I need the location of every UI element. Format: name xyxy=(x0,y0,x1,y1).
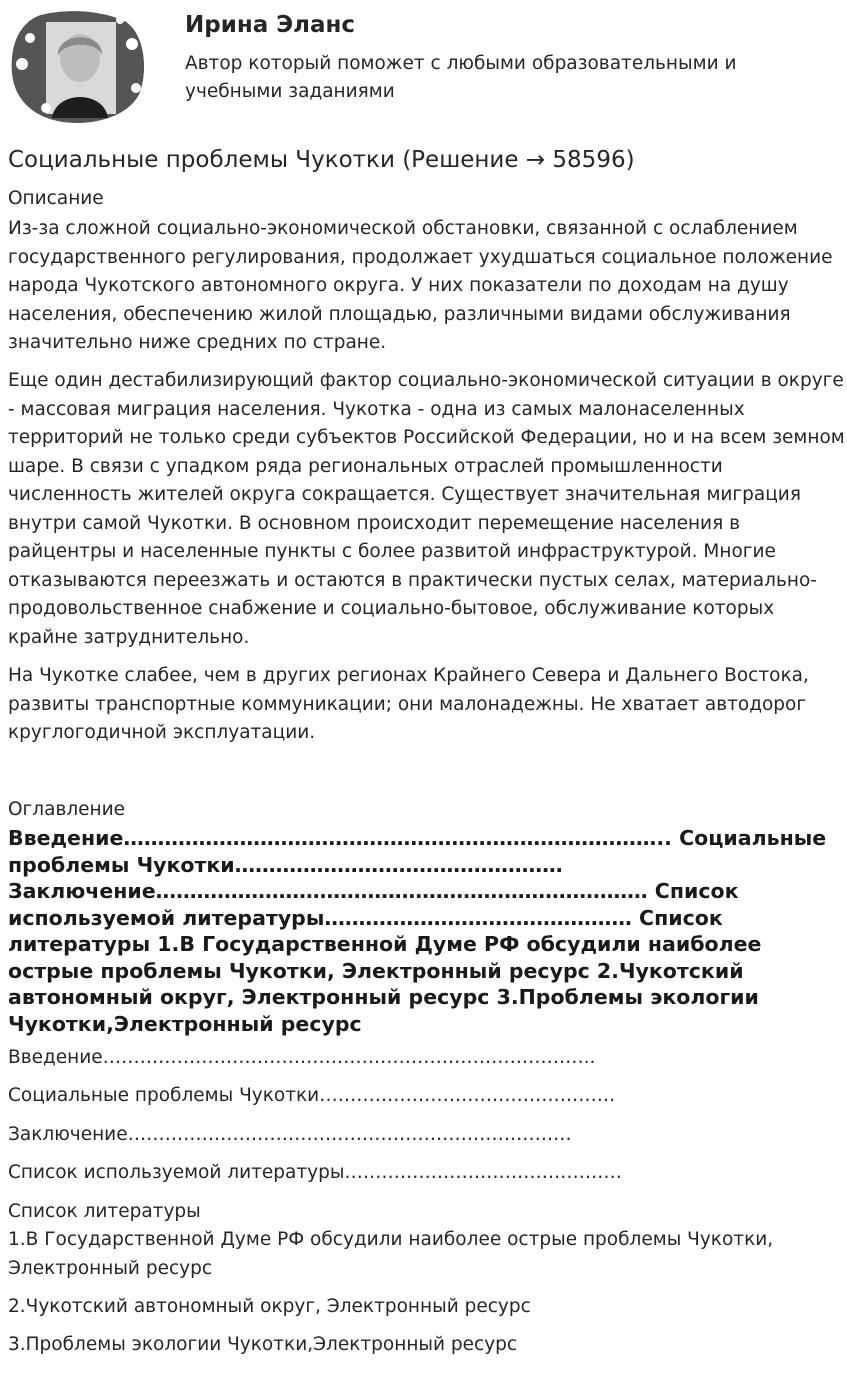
page-title: Социальные проблемы Чукотки (Решение → 58596) xyxy=(8,147,635,173)
author-description: Автор который поможет с любыми образовательными и учебными заданиями xyxy=(185,53,737,102)
reference-3: 3.Проблемы экологии Чукотки,Электронный ресурс xyxy=(8,1334,518,1355)
reference-2: 2.Чукотский автономный округ, Электронный ресурс xyxy=(8,1296,531,1317)
references-label: Список литературы xyxy=(8,1201,201,1222)
toc-bold-block: Введение…………………………………………………………………….. Социальные проблемы Чукотки………………………………………… Заключение……………………………………………………………… Список используемой литературы……………………………………… Список литературы 1.В Государственной Думе РФ обсудили наиболее острые проблемы Чукотки, Электронный ресурс 2.Чукотский автономный округ, Электронный ресурс 3.Проблемы экологии Чукотки,Электронный ресурс xyxy=(8,826,827,1036)
toc-label: Оглавление xyxy=(8,799,126,820)
author-card xyxy=(8,8,838,128)
paragraph-3: На Чукотке слабее, чем в других регионах Крайнего Севера и Дальнего Востока, развиты транспортные коммуникации; они малонадежны. Не хватает автодорог круглогодичной эксплуатации. xyxy=(8,665,809,743)
paragraph-2: Еще один дестабилизирующий фактор социально-экономической ситуации в округе - массовая миграция населения. Чукотка - одна из самых малонаселенных территорий не только среди субъектов Российской Федерации, но и на всем земном шаре. В связи с упадком ряда региональных отраслей промышленности численность жителей округа сокращается. Существует значительная миграция внутри самой Чукотки. В основном происходит перемещение населения в райцентры и населенные пункты с более развитой инфраструктурой. Многие отказываются переезжать и остаются в практически пустых селах, материально-продовольственное снабжение и социально-бытовое, обслуживание которых крайне затруднительно. xyxy=(8,370,845,648)
author-name: Ирина Эланс xyxy=(185,12,356,38)
reference-1: 1.В Государственной Думе РФ обсудили наиболее острые проблемы Чукотки, Электронный ресурс xyxy=(8,1229,774,1279)
toc-line-introduction: Введение…………………………………………………………………….. xyxy=(8,1047,596,1068)
author-avatar xyxy=(8,8,150,126)
paragraph-1: Из-за сложной социально-экономической обстановки, связанной с ослаблением государственного регулирования, продолжает ухудшаться социальное положение народа Чукотского автономного округа. У них показатели по доходам на душу населения, обеспечению жилой площадью, различными видами обслуживания значительно ниже средних по стране. xyxy=(8,218,833,353)
toc-line-conclusion: Заключение……………………………………………………………… xyxy=(8,1124,572,1145)
toc-line-literature: Список используемой литературы……………………………………… xyxy=(8,1162,622,1183)
toc-line-social-problems: Социальные проблемы Чукотки………………………………………… xyxy=(8,1085,616,1106)
description-label: Описание xyxy=(8,188,104,209)
